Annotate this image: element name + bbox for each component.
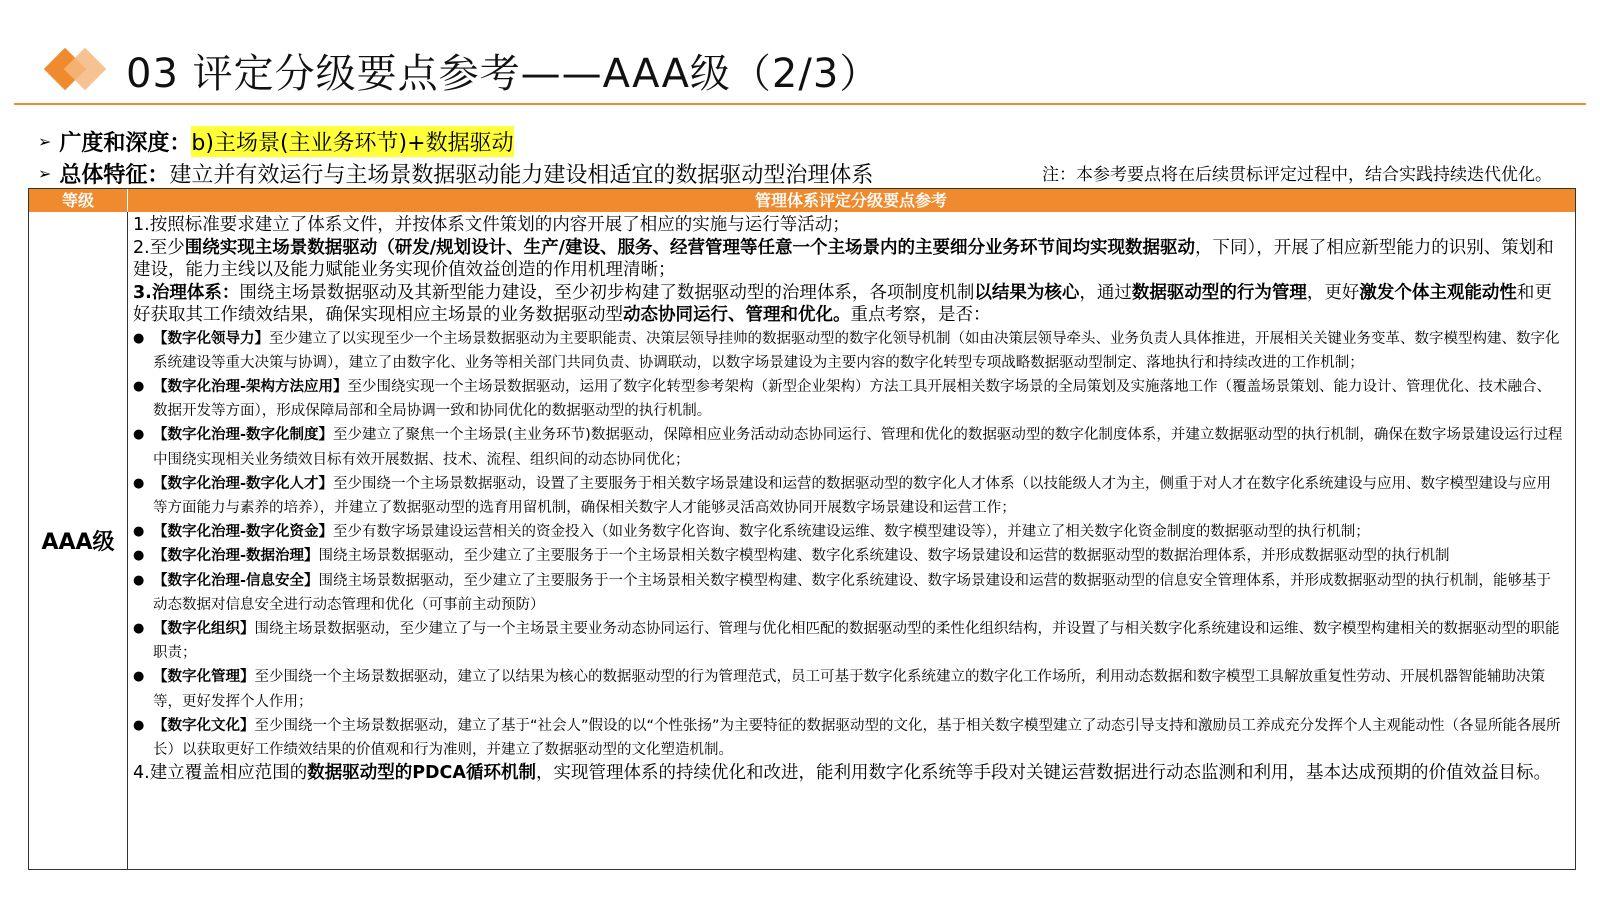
bullet-label: 【数字化组织】 [153,620,255,637]
item-2-bold: 围绕实现主场景数据驱动（研发/规划设计、生产/建设、服务、经营管理等任意一个主场景内的主要细分业务环节间均实现数据驱动 [184,237,1195,258]
page-title: 03 评定分级要点参考——AAA级（2/3） [126,50,881,97]
overall-label: 总体特征： [59,162,170,188]
item-3-t3: ，更好 [1306,282,1360,303]
list-item [133,520,1565,544]
list-item [133,423,1565,471]
list-item [133,375,1565,423]
title-bar [44,38,880,102]
bullet-label: 【数字化领导力】 [153,330,269,347]
item-3-b2: 数据驱动型的行为管理 [1131,282,1307,303]
list-item [133,472,1565,520]
arrow-bullet-icon: ➢ [38,163,52,183]
bullet-text: 至少围绕一个主场景数据驱动，建立了以结果为核心的数据驱动型的行为管理范式，员工可基于数字化系统建立的数字化工作场所，利用动态数据和数字模型工具解放重复性劳动、开展机器智能辅助决策等，更好发挥个人作用； [153,669,1545,710]
item-3-t2: ，通过 [1079,282,1132,303]
overall-value: 建立并有效运行与主场景数据驱动能力建设相适宜的数据驱动型治理体系 [169,162,874,188]
item-3-t4: 和更好获取其工作绩效结果，确保实现相应主场景的业务数据驱动型 [133,282,1552,325]
diamond-logo-icon [44,50,108,90]
list-item [133,617,1565,665]
list-item [133,714,1565,762]
item-3-t1: 围绕主场景数据驱动及其新型能力建设，至少初步构建了数据驱动型的治理体系，各项制度机制 [239,282,975,303]
bullet-text: 至少建立了聚焦一个主场景(主业务环节)数据驱动，保障相应业务活动动态协同运行、管理和优化的数据驱动型的数字化制度体系，并建立数据驱动型的执行机制，确保在数字场景建设运行过程中围绕实现相关业务绩效目标有效开展数据、技术、流程、组织间的动态协同优化； [153,427,1563,468]
bullet-label: 【数字化治理-信息安全】 [153,572,319,589]
item-3-b1: 以结果为核心 [974,282,1080,303]
breadth-value: b)主场景(主业务环节)+数据驱动 [191,126,513,157]
bullet-label: 【数字化治理-数字化资金】 [153,524,334,541]
breadth-line [38,126,514,156]
item-3-label: 3.治理体系： [133,282,240,303]
bullet-label: 【数字化治理-数字化人才】 [153,475,334,492]
breadth-label: 广度和深度： [59,130,192,156]
item-4-bold: 数据驱动型的PDCA循环机制 [307,763,536,784]
title-divider [14,103,1586,105]
bullet-label: 【数字化文化】 [153,717,255,734]
bullet-text: 至少围绕实现一个主场景数据驱动，运用了数字化转型参考架构（新型企业架构）方法工具开展相关数字场景的全局策划及实施落地工作（覆盖场景策划、能力设计、管理优化、技术融合、数据开发等方面），形成保障局部和全局协调一致和协同优化的数据驱动型的执行机制。 [153,378,1552,420]
item-2-rest: ，下同），开展了相应新型能力的识别、策划和建设，能力主线以及能力赋能业务实现价值效益创造的作用机理清晰； [133,237,1554,280]
list-item [133,569,1565,617]
note-text: 注：本参考要点将在后续贯标评定过程中，结合实践持续迭代优化。 [1042,165,1552,185]
criteria-table [28,188,1576,870]
item-1: 1.按照标准要求建立了体系文件，并按体系文件策划的内容开展了相应的实施与运行等活动； [133,215,850,235]
criteria-body [133,214,1565,869]
table-header [29,189,1575,212]
header-desc: 管理体系评定分级要点参考 [754,191,947,210]
bullet-text: 至少建立了以实现至少一个主场景数据驱动为主要职能责、决策层领导挂帅的数据驱动型的数字化领导机制（如由决策层领导牵头、业务负责人具体推进，开展相关关键业务变革、数字模型构建、数字化系统建设等重大决策与协调），建立了由数字化、业务等相关部门共同负责、协调联动，以数字场景建设为主要内容的数字化转型专项战略数据驱动型制定、落地执行和持续改进的工作机制； [153,330,1560,371]
list-item [133,544,1565,568]
bullet-label: 【数字化治理-数据治理】 [153,548,319,565]
list-item [133,665,1565,713]
overall-line [38,158,873,188]
bullet-text: 至少围绕一个主场景数据驱动，设置了主要服务于相关数字场景建设和运营的数据驱动型的数字化人才体系（以技能级人才为主，侧重于对人才在数字化系统建设与应用、数字模型建设与应用等方面能力与素养的培养），并建立了数据驱动型的选育用留机制，确保相关数字人才能够灵活高效协同开展数字场景建设和运营工作； [153,475,1552,516]
arrow-bullet-icon: ➢ [38,131,52,151]
bullet-text: 围绕主场景数据驱动，至少建立了与一个主场景主要业务动态协同运行、管理与优化相匹配的数据驱动型的柔性化组织结构，并设置了与相关数字化系统建设和运维、数字模型构建相关的数据驱动型的职能职责； [153,620,1560,662]
item-3-b4: 动态协同运行、管理和优化。 [623,305,851,325]
bullet-text: 围绕主场景数据驱动，至少建立了主要服务于一个主场景相关数字模型构建、数字化系统建设、数字场景建设和运营的数据驱动型的信息安全管理体系，并形成数据驱动型的执行机制，能够基于动态数据对信息安全进行动态管理和优化（可事前主动预防） [153,572,1552,613]
bullet-text: 至少有数字场景建设运营相关的资金投入（如业务数字化咨询、数字化系统建设运维、数字模型建设等），并建立了相关数字化资金制度的数据驱动型的执行机制； [333,524,1370,541]
bullet-label: 【数字化管理】 [153,669,255,686]
item-4-prefix: 4.建立覆盖相应范围的 [133,763,308,784]
item-3-t5: 重点考察，是否： [850,305,991,325]
bullet-text: 至少围绕一个主场景数据驱动，建立了基于“社会人”假设的以“个性张扬”为主要特征的数据驱动型的文化，基于相关数字模型建立了动态引导支持和激励员工养成充分发挥个人主观能动性（各显所能各展所长）以获取更好工作绩效结果的价值观和行为准则，并建立了数据驱动型的文化塑造机制。 [153,717,1561,758]
bullet-text: 围绕主场景数据驱动，至少建立了主要服务于一个主场景相关数字模型构建、数字化系统建设、数字场景建设和运营的数据驱动型的数据治理体系，并形成数据驱动型的执行机制 [318,548,1450,565]
item-4 [133,762,1565,785]
bullet-label: 【数字化治理-数字化制度】 [153,427,334,444]
item-3-b3: 激发个体主观能动性 [1359,282,1517,303]
list-item [133,327,1565,375]
header-level: 等级 [29,189,128,212]
item-2 [133,237,1565,282]
item-4-rest: ，实现管理体系的持续优化和改进，能利用数字化系统等手段对关键运营数据进行动态监测和利用，基本达成预期的价值效益目标。 [535,763,1551,784]
item-2-prefix: 2.至少 [133,237,185,258]
item-3 [133,282,1565,327]
bullet-label: 【数字化治理-架构方法应用】 [153,378,348,395]
level-cell: AAA级 [29,212,128,869]
